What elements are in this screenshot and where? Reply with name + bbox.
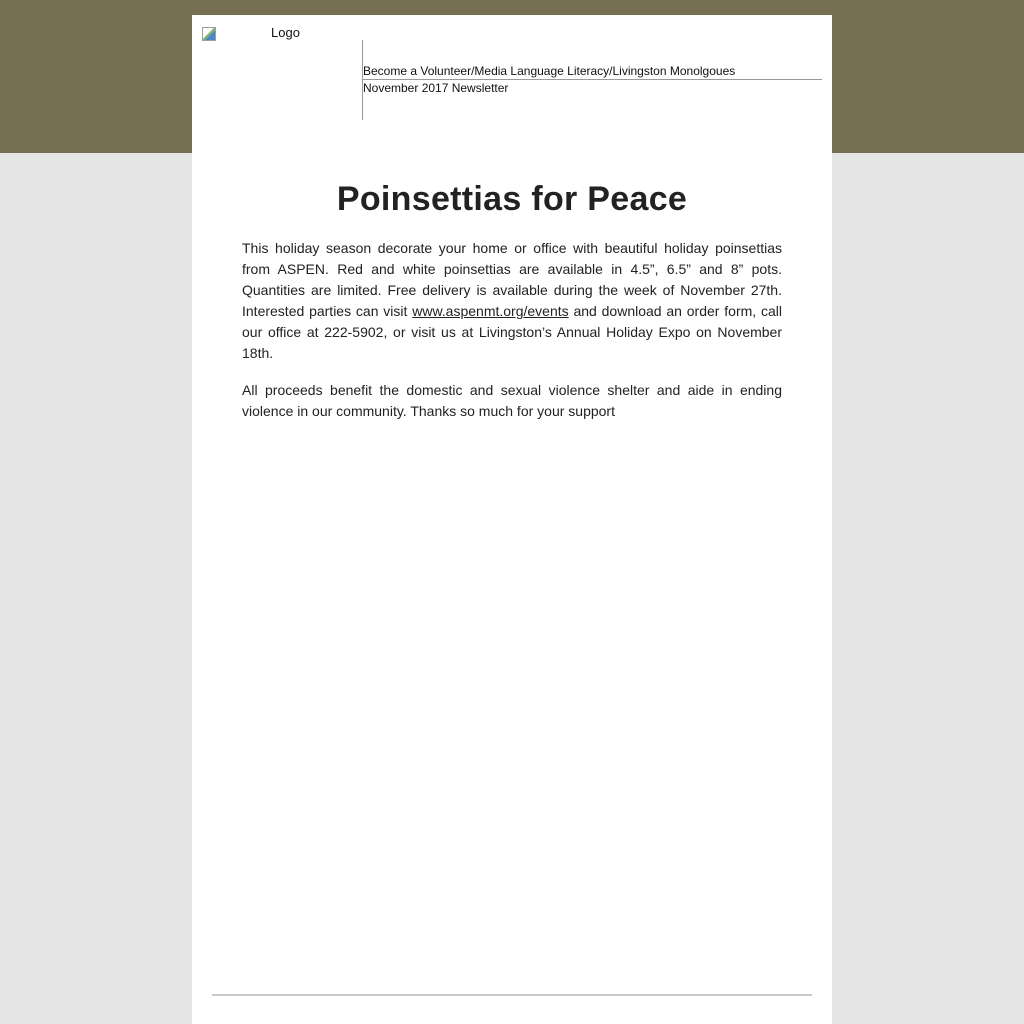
events-link[interactable]: www.aspenmt.org/events: [412, 303, 569, 319]
article-body: [242, 238, 782, 438]
paragraph-proceeds: All proceeds benefit the domestic and sexual violence shelter and aide in ending violence in our community. Thanks so much for your support: [242, 382, 782, 419]
article-title: Poinsettias for Peace: [336, 180, 688, 218]
paragraph-order-info-text-1: This holiday season decorate your home or office with beautiful holiday poinsettias from ASPEN. Red and white poinsettias are available in 4.5”, 6.5” and 8” pots. Quantities are limited. Free delivery is available during the week of November 27th. Interested parties can visit: [242, 240, 782, 319]
paragraph-order-info-text-2: and download an order form, call our office at 222-5902, or visit us at Livingston’s Annual Holiday Expo on November 18th.: [242, 303, 782, 361]
footer-divider: [212, 994, 812, 996]
newsletter-issue-label: November 2017 Newsletter: [363, 81, 509, 95]
paragraph-order-info: [242, 238, 782, 364]
broken-image-icon: [202, 27, 216, 41]
newsletter-sheet: [192, 15, 832, 1024]
header-links: [363, 64, 822, 96]
logo-alt-text: Logo: [271, 25, 300, 40]
logo[interactable]: [202, 25, 302, 41]
nav-links[interactable]: Become a Volunteer/Media Language Literacy/Livingston Monolgoues: [363, 64, 822, 80]
